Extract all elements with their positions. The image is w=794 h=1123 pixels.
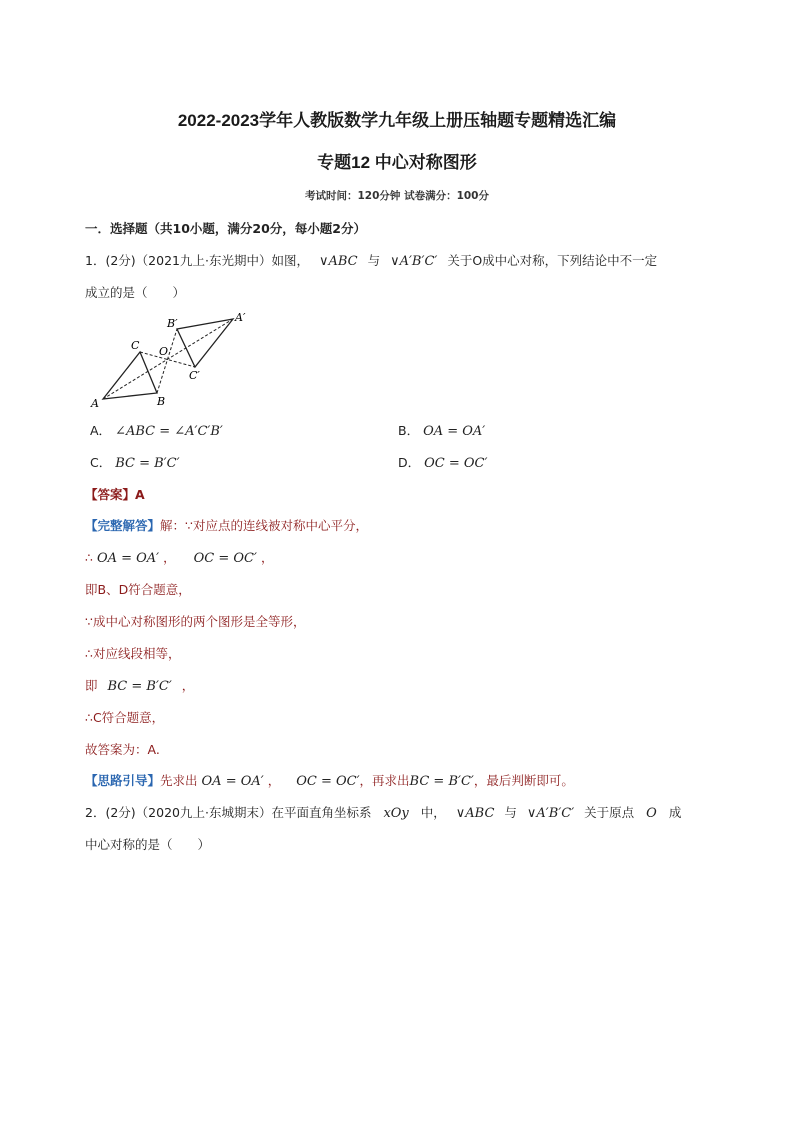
q1-solution-comma2: ， xyxy=(260,550,274,565)
q1-solution-line6 xyxy=(85,676,194,694)
q1-solution-text1: 解：∵对应点的连线被对称中心平分， xyxy=(160,518,368,533)
document-subtitle: 专题12 中心对称图形 xyxy=(317,153,477,172)
triangle-abc xyxy=(103,352,157,399)
q1-hint-comma: ， xyxy=(267,773,281,788)
q1-answer xyxy=(85,485,145,503)
q1-solution-tag: 【完整解答】 xyxy=(85,518,161,533)
q1-option-d-label: D． xyxy=(398,455,421,470)
q1-answer-tag: 【答案】 xyxy=(85,487,136,502)
label-a-prime: A′ xyxy=(235,311,246,324)
label-b-prime: B′ xyxy=(167,317,178,330)
q1-hint-math-bc: BC = B′C′ xyxy=(409,774,474,789)
q1-solution-line5: ∴对应线段相等， xyxy=(85,646,181,661)
q1-solution-line4: ∵成中心对称图形的两个图形是全等形， xyxy=(85,614,306,629)
q1-solution-comma3: ， xyxy=(181,678,195,693)
q1-hint-math-oc: OC = OC′ xyxy=(296,774,360,789)
label-c: C xyxy=(131,339,140,352)
q1-solution-line7: ∴C符合题意， xyxy=(85,710,165,725)
q1-solution-line2 xyxy=(85,548,273,566)
q2-coord-system: xOy xyxy=(383,806,409,821)
q2-stem-line2: 中心对称的是（ ） xyxy=(85,837,211,852)
q1-hint-math-oa: OA = OA′ xyxy=(201,774,264,789)
q1-hint-suffix: ，最后判断即可。 xyxy=(473,773,574,788)
q2-stem-line1 xyxy=(85,803,681,821)
q1-solution-math-bc: BC = B′C′ xyxy=(107,679,172,694)
q1-solution-ji: 即 xyxy=(85,678,98,693)
q2-and: 与 xyxy=(504,805,517,820)
q1-option-c[interactable] xyxy=(90,453,180,471)
q2-origin: O xyxy=(646,806,657,821)
q2-triangle-abc-prime: ∨A′B′C′ xyxy=(526,806,575,821)
q2-mid1: 中， xyxy=(420,805,446,820)
q1-stem-suffix: 关于O成中心对称，下列结论中不一定 xyxy=(447,253,658,268)
q1-hint-tag: 【思路引导】 xyxy=(85,773,161,788)
section-heading: 一．选择题（共10小题，满分20分，每小题2分） xyxy=(85,221,366,236)
label-o: O xyxy=(159,345,169,358)
label-b: B xyxy=(157,395,166,408)
q1-answer-value: A xyxy=(135,487,145,502)
q1-option-a-text: ∠ABC = ∠A′C′B′ xyxy=(115,424,223,439)
q1-hint xyxy=(85,771,574,789)
q1-option-c-label: C． xyxy=(90,455,112,470)
label-c-prime: C′ xyxy=(189,369,200,382)
q1-hint-mid: ，再求出 xyxy=(359,773,410,788)
q2-triangle-abc: ∨ABC xyxy=(455,806,495,821)
q1-figure xyxy=(85,305,265,410)
q1-option-d-text: OC = OC′ xyxy=(424,456,488,471)
q1-stem-line1 xyxy=(85,251,657,269)
q1-option-c-text: BC = B′C′ xyxy=(115,456,180,471)
q1-solution-line3: 即B、D符合题意， xyxy=(85,582,191,597)
q1-solution-line8: 故答案为：A. xyxy=(85,742,160,757)
q1-solution-math-oc: OC = OC′ xyxy=(193,551,257,566)
q1-solution-math-oa: OA = OA′ xyxy=(96,551,160,566)
q1-option-b[interactable] xyxy=(398,421,485,439)
q2-stem-suffix: 成 xyxy=(668,805,682,820)
q1-option-d[interactable] xyxy=(398,453,487,471)
label-a: A xyxy=(91,397,99,410)
q1-option-a-label: A． xyxy=(90,423,112,438)
q1-stem-prefix: 1．(2分)（2021九上·东光期中）如图， xyxy=(85,253,309,268)
q1-solution-therefore: ∴ xyxy=(85,550,93,565)
q1-triangle-abc-prime: ∨A′B′C′ xyxy=(390,254,438,269)
q1-option-b-label: B． xyxy=(398,423,420,438)
q1-solution-line1 xyxy=(85,516,368,534)
q1-solution-comma1: ， xyxy=(163,550,176,565)
q2-mid2: 关于原点 xyxy=(584,805,635,820)
q1-and: 与 xyxy=(367,253,381,268)
exam-info: 考试时间：120分钟 试卷满分：100分 xyxy=(305,190,489,202)
triangle-abc-prime xyxy=(177,319,233,367)
q1-option-a[interactable] xyxy=(90,421,223,439)
q1-triangle-abc: ∨ABC xyxy=(318,254,358,269)
q1-hint-prefix: 先求出 xyxy=(160,773,198,788)
document-title: 2022-2023学年人教版数学九年级上册压轴题专题精选汇编 xyxy=(177,111,617,130)
q2-stem-prefix: 2．(2分)（2020九上·东城期末）在平面直角坐标系 xyxy=(85,805,372,820)
q1-stem-line2: 成立的是（ ） xyxy=(85,285,186,300)
q1-option-b-text: OA = OA′ xyxy=(423,424,486,439)
